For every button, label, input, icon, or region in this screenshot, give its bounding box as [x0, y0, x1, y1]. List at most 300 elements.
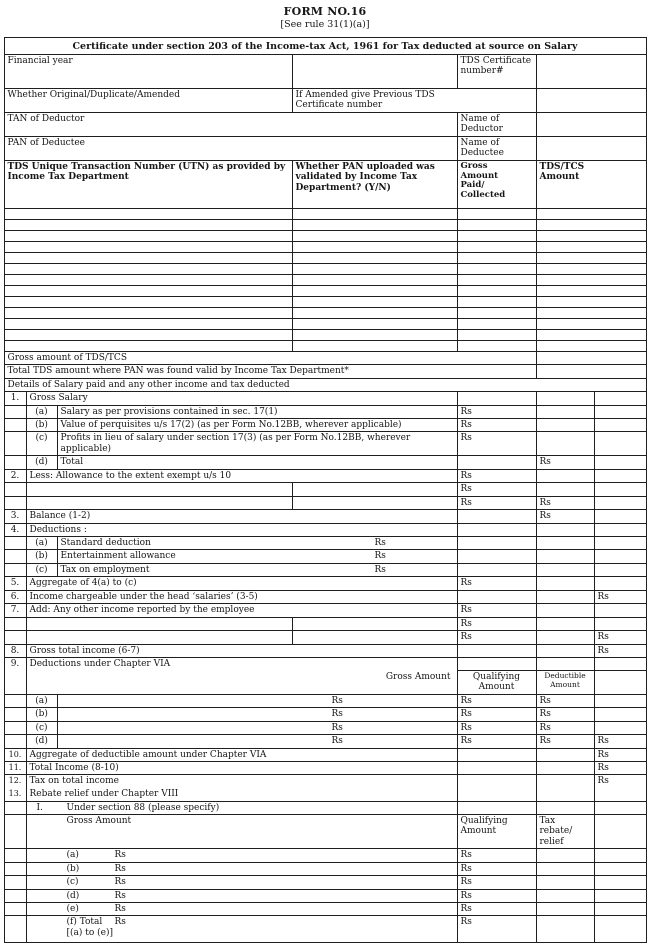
utn-header-row — [5, 161, 646, 209]
table-cell: Salary as per provisions contained in sec. 17(1) — [58, 406, 458, 419]
table-cell: Income chargeable under the head ‘salaries’ (3-5) — [27, 591, 458, 604]
total-tds-valid-pan-label: Total TDS amount where PAN was found valid by Income Tax Department* — [5, 365, 537, 378]
deductions-row — [5, 524, 646, 537]
table-cell — [5, 341, 293, 352]
sub-label: Rs — [114, 850, 126, 861]
table-cell — [595, 658, 646, 671]
table-cell: Aggregate of deductible amount under Chapter VIA — [27, 749, 458, 762]
name-of-deductor-value — [537, 113, 646, 137]
form-table — [4, 37, 647, 943]
table-cell — [58, 735, 458, 748]
sub-label: (e) — [66, 903, 79, 914]
table-cell: Profits in lieu of salary under section 17(3) (as per Form No.12BB, wherever applicable) — [58, 432, 458, 456]
table-cell — [58, 722, 458, 735]
table-cell: Aggregate of 4(a) to (c) — [27, 577, 458, 590]
table-cell: Entertainment allowance Rs — [58, 550, 458, 563]
table-cell — [537, 849, 595, 862]
table-cell: (a) — [27, 406, 58, 419]
table-cell: (c) — [27, 722, 58, 735]
table-cell — [537, 483, 595, 496]
table-cell: 6. — [5, 591, 27, 604]
sub-label: (f) Total [(a) to (e)] — [66, 917, 114, 938]
table-cell: Tax on employment Rs — [58, 564, 458, 577]
table-cell — [5, 618, 27, 631]
utn-empty-row — [5, 231, 646, 242]
sub-label: Rs — [374, 538, 386, 548]
table-cell — [458, 253, 537, 264]
table-cell — [5, 209, 293, 220]
utn-empty-row — [5, 308, 646, 319]
table-cell — [595, 815, 646, 849]
table-cell — [458, 297, 537, 308]
table-cell: Rs — [458, 577, 537, 590]
table-cell — [537, 275, 646, 286]
table-cell — [27, 903, 458, 916]
table-cell — [458, 802, 537, 815]
table-cell — [537, 319, 646, 330]
table-cell — [5, 242, 293, 253]
table-cell — [537, 220, 646, 231]
table-cell — [5, 722, 27, 735]
table-row — [5, 735, 646, 748]
table-cell: Gross total income (6-7) — [27, 645, 458, 658]
amended-row — [5, 89, 646, 113]
table-cell — [5, 695, 27, 708]
less-allowance-row — [5, 470, 646, 483]
table-row — [5, 550, 646, 563]
table-cell: Rs — [458, 876, 537, 889]
sub-label: (a) — [66, 850, 79, 861]
table-cell — [5, 890, 27, 903]
table-cell — [458, 591, 537, 604]
utn-empty-row — [5, 297, 646, 308]
table-cell — [537, 550, 595, 563]
table-row — [5, 849, 646, 862]
table-cell: 5. — [5, 577, 27, 590]
table-cell — [595, 618, 646, 631]
page-subtitle: [See rule 31(1)(a)] — [280, 19, 370, 30]
table-row — [5, 432, 646, 456]
table-cell: Rs — [458, 497, 537, 510]
table-cell — [27, 802, 458, 815]
utn-empty-row — [5, 209, 646, 220]
utn-empty-row — [5, 319, 646, 330]
sub-label: (d) — [66, 890, 80, 901]
gross-tds-value — [537, 352, 646, 365]
table-cell — [5, 550, 27, 563]
table-cell — [458, 308, 537, 319]
table-cell — [537, 903, 595, 916]
table-row — [5, 890, 646, 903]
table-cell — [458, 775, 537, 788]
table-cell: 8. — [5, 645, 27, 658]
table-cell — [458, 788, 537, 801]
table-row — [5, 564, 646, 577]
name-of-deductee-value — [537, 137, 646, 161]
table-cell: Rs — [595, 645, 646, 658]
table-cell — [537, 406, 595, 419]
total-tds-valid-pan-value — [537, 365, 646, 378]
table-cell: Rs — [537, 735, 595, 748]
tds-certificate-number-value — [537, 55, 646, 89]
table-cell — [595, 722, 646, 735]
table-cell — [595, 849, 646, 862]
utn-empty-row — [5, 341, 646, 352]
table-cell — [537, 890, 595, 903]
table-row — [5, 876, 646, 889]
table-cell: Rs — [537, 510, 595, 523]
table-cell — [537, 242, 646, 253]
table-cell — [458, 564, 537, 577]
table-cell — [595, 524, 646, 537]
table-cell — [595, 470, 646, 483]
table-cell — [595, 802, 646, 815]
table-cell — [5, 330, 293, 341]
table-cell — [293, 631, 458, 644]
table-cell: Rs — [595, 591, 646, 604]
table-cell — [5, 735, 27, 748]
table-cell — [293, 209, 458, 220]
table-cell: Deductions under Chapter VIA — [27, 658, 458, 671]
table-cell — [537, 524, 595, 537]
table-cell: Rs — [537, 722, 595, 735]
table-cell — [595, 916, 646, 942]
table-cell: (c) — [27, 432, 58, 456]
table-cell — [5, 916, 27, 942]
tds-certificate-number-label: TDS Certificate number# — [458, 55, 537, 89]
chapter-via-header-row — [5, 671, 646, 695]
table-cell — [458, 510, 537, 523]
table-cell — [5, 319, 293, 330]
table-cell: Total — [58, 456, 458, 469]
table-cell — [293, 286, 458, 297]
table-cell — [5, 275, 293, 286]
table-cell — [5, 631, 27, 644]
certificate-title-row — [5, 38, 646, 55]
table-cell: Rs — [458, 735, 537, 748]
utn-empty-row — [5, 242, 646, 253]
table-cell — [293, 319, 458, 330]
table-cell: Less: Allowance to the extent exempt u/s 10 — [27, 470, 458, 483]
table-cell — [595, 903, 646, 916]
table-cell — [595, 695, 646, 708]
table-row — [5, 631, 646, 644]
utn-column-header: TDS Unique Transaction Number (UTN) as provided by Income Tax Department — [5, 161, 293, 209]
table-cell — [595, 863, 646, 876]
table-cell: Rs — [458, 849, 537, 862]
table-cell: Rs — [458, 419, 537, 432]
table-cell — [595, 577, 646, 590]
table-cell — [458, 456, 537, 469]
table-cell: Gross Salary — [27, 392, 458, 405]
sub-label: Rs — [374, 564, 386, 575]
name-of-deductor-label: Name of Deductor — [458, 113, 537, 137]
sub-label: Rs — [331, 695, 343, 706]
table-cell — [537, 564, 595, 577]
table-cell — [537, 591, 595, 604]
table-cell — [458, 749, 537, 762]
sub-label: Gross Amount — [66, 815, 132, 826]
table-cell — [458, 209, 537, 220]
table-cell — [537, 618, 595, 631]
table-cell: (d) — [27, 735, 58, 748]
table-cell — [58, 695, 458, 708]
table-cell — [458, 537, 537, 550]
table-cell — [458, 220, 537, 231]
table-cell: Rs — [458, 722, 537, 735]
table-cell — [595, 406, 646, 419]
table-cell: Rs — [537, 695, 595, 708]
table-cell: 13. — [5, 788, 27, 801]
table-row — [5, 537, 646, 550]
table-cell: Tax rebate/ relief — [537, 815, 595, 849]
table-cell — [537, 775, 595, 788]
table-cell — [537, 432, 595, 456]
table-row — [5, 419, 646, 432]
table-cell — [5, 264, 293, 275]
table-cell — [27, 497, 293, 510]
table-cell — [537, 297, 646, 308]
table-cell: 11. — [5, 762, 27, 775]
table-cell — [595, 537, 646, 550]
other-income-row — [5, 604, 646, 617]
table-cell — [5, 863, 27, 876]
section-88-header-row — [5, 815, 646, 849]
table-cell: Rs — [458, 863, 537, 876]
table-row — [5, 497, 646, 510]
table-cell — [537, 876, 595, 889]
table-cell: Rs — [458, 604, 537, 617]
table-cell — [5, 253, 293, 264]
sub-label: Rs — [114, 877, 126, 888]
table-cell: Rs — [458, 470, 537, 483]
salary-details-title-row — [5, 379, 646, 392]
table-cell — [27, 483, 293, 496]
table-cell: Value of perquisites u/s 17(2) (as per Form No.12BB, wherever applicable) — [58, 419, 458, 432]
table-cell: Rs — [458, 406, 537, 419]
table-cell: Rs — [458, 432, 537, 456]
tan-of-deductor-label: TAN of Deductor — [5, 113, 458, 137]
sub-label: Rs — [114, 863, 126, 874]
table-cell — [458, 330, 537, 341]
table-cell — [5, 497, 27, 510]
table-cell — [537, 762, 595, 775]
table-cell — [537, 645, 595, 658]
salary-details-title: Details of Salary paid and any other income and tax deducted — [5, 379, 646, 392]
table-cell: (b) — [27, 708, 58, 721]
table-cell: Deductions : — [27, 524, 458, 537]
sub-label: Rs — [331, 722, 343, 733]
table-cell — [5, 308, 293, 319]
table-cell — [5, 815, 27, 849]
table-cell — [27, 863, 458, 876]
table-cell — [537, 308, 646, 319]
table-cell — [293, 275, 458, 286]
aggregate-4-row — [5, 577, 646, 590]
table-cell: Rs — [458, 903, 537, 916]
table-cell — [537, 916, 595, 942]
utn-empty-row — [5, 220, 646, 231]
table-cell — [595, 788, 646, 801]
table-cell — [5, 537, 27, 550]
table-cell — [595, 497, 646, 510]
table-cell — [27, 631, 293, 644]
table-cell: 4. — [5, 524, 27, 537]
table-cell: Rs — [537, 497, 595, 510]
table-cell: Qualifying Amount — [458, 671, 537, 695]
table-cell — [27, 849, 458, 862]
table-cell — [27, 815, 458, 849]
gross-salary-row — [5, 392, 646, 405]
table-cell — [27, 890, 458, 903]
table-cell — [458, 645, 537, 658]
table-cell — [458, 550, 537, 563]
table-cell — [293, 308, 458, 319]
total-tds-valid-pan-row — [5, 365, 646, 378]
gross-tds-row — [5, 352, 646, 365]
table-cell — [458, 286, 537, 297]
table-cell: Rs — [537, 456, 595, 469]
table-cell — [5, 231, 293, 242]
table-cell — [537, 286, 646, 297]
table-cell — [5, 849, 27, 862]
table-cell — [537, 788, 595, 801]
table-cell — [5, 802, 27, 815]
table-cell — [595, 890, 646, 903]
table-cell — [293, 330, 458, 341]
section-88-total-row — [5, 916, 646, 942]
income-chargeable-row — [5, 591, 646, 604]
table-cell: Rs — [458, 483, 537, 496]
table-cell — [5, 876, 27, 889]
section-88-row — [5, 802, 646, 815]
table-cell — [537, 802, 595, 815]
pan-row — [5, 137, 646, 161]
table-cell: 1. — [5, 392, 27, 405]
table-cell — [537, 231, 646, 242]
table-cell — [537, 264, 646, 275]
sub-label: Rs — [374, 551, 386, 562]
table-cell — [293, 231, 458, 242]
table-cell — [458, 392, 537, 405]
financial-year-label: Financial year — [5, 55, 293, 89]
previous-tds-certificate-value — [537, 89, 646, 113]
table-cell — [537, 577, 595, 590]
table-row — [5, 618, 646, 631]
table-row — [5, 903, 646, 916]
table-cell — [27, 618, 293, 631]
table-cell — [537, 330, 646, 341]
table-cell — [458, 762, 537, 775]
table-cell — [458, 658, 537, 671]
table-cell: Rs — [595, 631, 646, 644]
table-cell — [58, 708, 458, 721]
pan-of-deductee-label: PAN of Deductee — [5, 137, 458, 161]
table-cell — [293, 264, 458, 275]
sub-label: (b) — [66, 863, 80, 874]
table-cell — [5, 671, 27, 695]
gross-total-income-row — [5, 645, 646, 658]
table-cell — [293, 497, 458, 510]
table-cell — [5, 564, 27, 577]
table-row — [5, 406, 646, 419]
aggregate-deductible-row — [5, 749, 646, 762]
table-cell: (a) — [27, 695, 58, 708]
table-cell — [595, 604, 646, 617]
name-of-deductee-label: Name of Deductee — [458, 137, 537, 161]
table-cell: Deductible Amount — [537, 671, 595, 695]
table-cell: (a) — [27, 537, 58, 550]
table-cell — [537, 658, 595, 671]
previous-tds-certificate-label: If Amended give Previous TDS Certificate number — [293, 89, 537, 113]
tan-row — [5, 113, 646, 137]
table-cell: Rs — [458, 916, 537, 942]
table-cell — [5, 406, 27, 419]
table-cell — [458, 242, 537, 253]
table-cell: 3. — [5, 510, 27, 523]
table-cell: Rs — [458, 708, 537, 721]
table-row — [5, 863, 646, 876]
certificate-title: Certificate under section 203 of the Income-tax Act, 1961 for Tax deducted at source on Salary — [5, 38, 646, 55]
table-cell — [458, 264, 537, 275]
table-cell: Rs — [458, 631, 537, 644]
table-row — [5, 483, 646, 496]
table-cell — [537, 537, 595, 550]
table-cell — [458, 319, 537, 330]
table-cell — [27, 916, 458, 942]
table-cell — [293, 220, 458, 231]
table-cell — [458, 275, 537, 286]
table-cell — [537, 253, 646, 264]
table-cell: Add: Any other income reported by the employee — [27, 604, 458, 617]
sub-label: Rs — [114, 890, 126, 901]
table-cell: Rs — [458, 695, 537, 708]
sub-label: Rs — [331, 709, 343, 720]
table-cell — [27, 876, 458, 889]
utn-empty-row — [5, 264, 646, 275]
table-cell: Rs — [537, 708, 595, 721]
table-cell: Total Income (8-10) — [27, 762, 458, 775]
table-cell: (b) — [27, 419, 58, 432]
financial-year-row — [5, 55, 646, 89]
table-cell — [5, 483, 27, 496]
table-cell — [595, 483, 646, 496]
table-cell: 9. — [5, 658, 27, 671]
table-cell — [595, 876, 646, 889]
pan-validated-column-header: Whether PAN uploaded was validated by Income Tax Department? (Y/N) — [293, 161, 458, 209]
gross-amount-column-header: Gross Amount Paid/ Collected — [458, 161, 537, 209]
table-cell: Rs — [458, 618, 537, 631]
sub-label: Rs — [331, 736, 343, 747]
table-cell: Tax on total income — [27, 775, 458, 788]
table-cell — [595, 671, 646, 695]
tds-tcs-column-header: TDS/TCS Amount — [537, 161, 646, 209]
table-cell — [5, 432, 27, 456]
table-cell: 2. — [5, 470, 27, 483]
rebate-relief-row — [5, 788, 646, 801]
table-cell: 10. — [5, 749, 27, 762]
table-cell — [537, 863, 595, 876]
table-cell — [595, 432, 646, 456]
table-cell — [595, 419, 646, 432]
table-cell — [595, 550, 646, 563]
table-cell — [537, 209, 646, 220]
original-duplicate-amended-label: Whether Original/Duplicate/Amended — [5, 89, 293, 113]
table-cell — [537, 392, 595, 405]
table-cell: Standard deduction Rs — [58, 537, 458, 550]
table-cell — [293, 297, 458, 308]
table-cell — [5, 708, 27, 721]
